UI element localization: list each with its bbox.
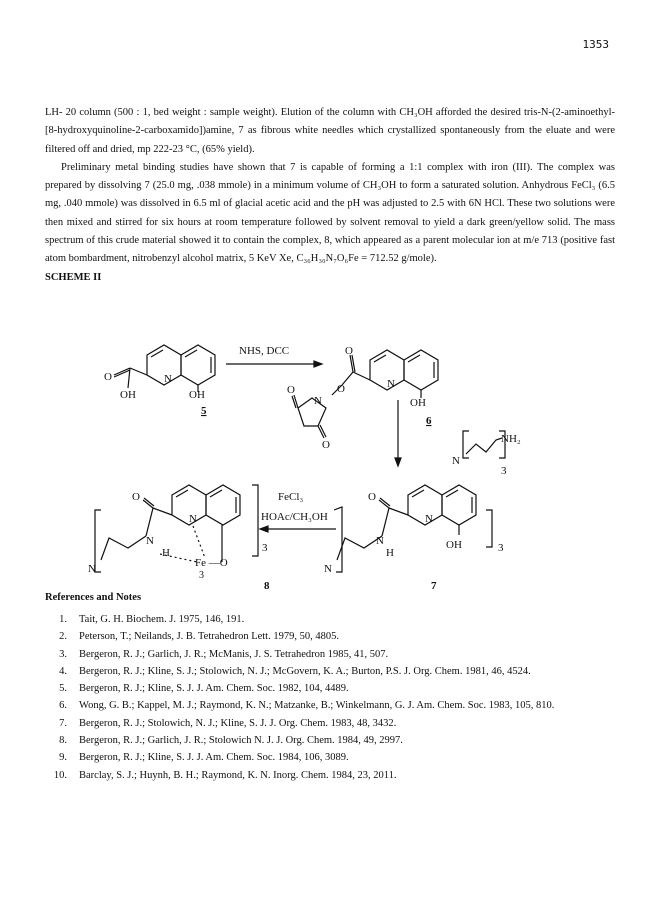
atom-label: O <box>287 384 295 396</box>
references-heading: References and Notes <box>45 592 142 603</box>
reagent-label: FeCl₃ <box>278 491 304 503</box>
compound-7 <box>324 485 504 590</box>
arrow-1 <box>226 345 322 367</box>
reference-number: 1. <box>59 614 67 625</box>
compound-6 <box>287 345 438 451</box>
amine-label: NH₂ <box>501 433 521 445</box>
atom-label: OH <box>189 389 205 401</box>
reference-text: Bergeron, R. J.; Garlich, J. R.; Stolowich N. J. J. Org. Chem. 1984, 49, 2997. <box>79 735 403 747</box>
atom-label: N <box>164 373 172 385</box>
reference-item <box>45 767 625 784</box>
reference-item <box>45 646 625 663</box>
atom-label: OH <box>120 389 136 401</box>
compound-label-5: 5 <box>201 405 207 417</box>
reference-item <box>45 749 625 766</box>
arrow-2 <box>395 400 401 466</box>
references-list <box>45 611 625 784</box>
reference-text: Barclay, S. J.; Huynh, B. H.; Raymond, K. N. Inorg. Chem. 1984, 23, 2011. <box>79 769 397 781</box>
reference-text: Tait, G. H. Biochem. J. 1975, 146, 191. <box>79 614 245 625</box>
scheme-title: SCHEME II <box>45 271 102 283</box>
atom-label: N <box>324 563 332 575</box>
body-text <box>45 104 615 287</box>
reference-item <box>45 663 625 680</box>
reagent-label: HOAc/CH₃OH <box>261 511 328 523</box>
reference-number: 3. <box>59 648 67 660</box>
atom-label: O <box>322 439 330 451</box>
reference-number: 10. <box>53 769 67 781</box>
reference-text: Bergeron, R. J.; Garlich, J. R.; McManis, J. S. Tetrahedron 1985, 41, 507. <box>79 648 389 660</box>
atom-label: OH <box>410 397 426 409</box>
atom-label: O <box>132 491 140 503</box>
atom-label: O <box>104 371 112 383</box>
paragraph: LH- 20 column (500 : 1, bed weight : sample weight). Elution of the column with CH₃OH afforded the desired tris-N-(2-aminoethyl-[8-hydroxyquinoline-2-carboxamido])amine, 7 as fibrous white needles which crystallized spontaneously from the eluate and were filtered off and dried, mp 222-23 °C, (65% yield). <box>45 107 615 155</box>
atom-label: H <box>162 547 170 559</box>
reference-text: Peterson, T.; Neilands, J. B. Tetrahedron Lett. 1979, 50, 4805. <box>79 631 339 643</box>
atom-label: N <box>314 395 322 407</box>
reference-number: 8. <box>59 735 67 747</box>
reference-text: Bergeron, R. J.; Kline, S. J. J. Am. Chem. Soc. 1982, 104, 4489. <box>79 683 349 695</box>
reference-item <box>45 611 625 628</box>
reference-text: Bergeron, R. J.; Kline, S. J.; Stolowich, N. J.; McGovern, K. A.; Burton, P.S. J. Org. Chem. 1981, 46, 4524. <box>79 665 531 677</box>
compound-5 <box>104 345 215 417</box>
compound-label-6: 6 <box>426 415 432 427</box>
subscript: 3 <box>501 465 507 477</box>
atom-label: O <box>345 345 353 357</box>
compound-8 <box>88 485 270 590</box>
reference-text: Bergeron, R. J.; Kline, S. J. J. Am. Chem. Soc. 1984, 106, 3089. <box>79 752 349 764</box>
reference-text: Bergeron, R. J.; Stolowich, N. J.; Kline, S. J. J. Org. Chem. 1983, 48, 3432. <box>79 717 397 729</box>
atom-label: N <box>146 535 154 547</box>
reference-number: 9. <box>59 752 67 764</box>
compound-label-7: 7 <box>431 580 437 590</box>
atom-label: O <box>337 383 345 395</box>
compound-label-8: 8 <box>264 580 270 590</box>
subscript: 3 <box>262 542 268 554</box>
reference-item <box>45 715 625 732</box>
reference-item <box>45 697 625 714</box>
fe-o-label: Fe —O <box>195 557 228 569</box>
subscript: 3 <box>199 570 204 581</box>
page-number: 1353 <box>582 38 609 51</box>
reference-item <box>45 732 625 749</box>
reference-number: 5. <box>59 683 67 695</box>
reference-number: 7. <box>59 717 67 729</box>
atom-label: N <box>189 513 197 525</box>
paragraph: Preliminary metal binding studies have shown that 7 is capable of forming a 1:1 complex with iron (III). The complex was prepared by dissolving 7 (25.0 mg, .038 mmole) in a minimum volume of CH₃OH to form a saturated solution. Anhydrous FeCl₃ (6.5 mg, .040 mmole) was dissolved in 6.5 ml of glacial acetic acid and the pH was adjusted to 2.5 with 6N HCl. These two solutions were then mixed and stirred for six hours at room temperature followed by solvent removal to yield a dark green/yellow solid. The mass spectrum of this crude material showed it to contain the complex, 8, which appeared as a parent molecular ion at m/e 713 (positive fast atom bombardment, nitrobenzyl alcohol matrix, 5 KeV Xe, C₃₆H₃₀N₇O₆Fe = 712.52 g/mole). <box>45 161 615 265</box>
reference-number: 4. <box>59 665 67 677</box>
atom-label: N <box>387 378 395 390</box>
reference-number: 2. <box>59 631 67 643</box>
reaction-scheme <box>0 300 663 590</box>
subscript: 3 <box>498 542 504 554</box>
atom-label: N <box>452 455 460 467</box>
reference-item <box>45 680 625 697</box>
reference-text: Wong, G. B.; Kappel, M. J.; Raymond, K. N.; Matzanke, B.; Winkelmann, G. J. Am. Chem. Soc. 1983, 105, 810. <box>79 700 555 712</box>
atom-label: O <box>368 491 376 503</box>
atom-label: N <box>376 535 384 547</box>
atom-label: OH <box>446 539 462 551</box>
atom-label: N <box>88 563 96 575</box>
atom-label: H <box>386 547 394 559</box>
reagent-label: NHS, DCC <box>239 345 290 357</box>
arrow-3 <box>260 491 336 532</box>
amine-reagent <box>452 431 521 477</box>
reference-number: 6. <box>59 700 67 712</box>
atom-label: N <box>425 513 433 525</box>
reference-item <box>45 628 625 645</box>
